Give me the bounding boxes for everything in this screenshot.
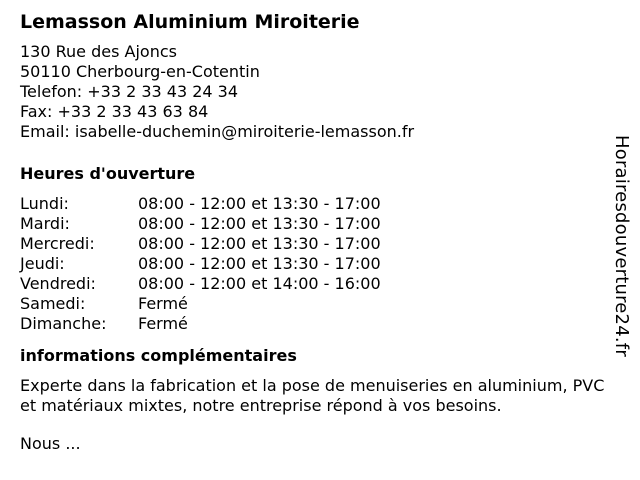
hours-table <box>20 194 610 334</box>
street-address: 130 Rue des Ajoncs <box>20 42 177 61</box>
hours-row-lundi <box>20 194 610 214</box>
hours-time: Fermé <box>138 294 188 313</box>
address-block <box>20 42 610 142</box>
hours-day: Lundi: <box>20 194 69 213</box>
hours-time: 08:00 - 12:00 et 13:30 - 17:00 <box>138 234 381 253</box>
email-address: Email: isabelle-duchemin@miroiterie-lemasson.fr <box>20 122 415 141</box>
hours-row-dimanche <box>20 314 610 334</box>
hours-time: 08:00 - 12:00 et 14:00 - 16:00 <box>138 274 381 293</box>
business-card <box>20 10 610 454</box>
hours-heading: Heures d'ouverture <box>20 164 196 183</box>
business-name: Lemasson Aluminium Miroiterie <box>20 11 360 33</box>
site-watermark: Horairesdouverture24.fr <box>611 135 632 357</box>
fax-number: Fax: +33 2 33 43 63 84 <box>20 102 209 121</box>
info-heading: informations complémentaires <box>20 346 297 365</box>
hours-day: Mardi: <box>20 214 70 233</box>
hours-row-jeudi <box>20 254 610 274</box>
hours-day: Mercredi: <box>20 234 95 253</box>
description-paragraph: Experte dans la fabrication et la pose de menuiseries en aluminium, PVC et matériaux mixtes, notre entreprise répond à vos besoins. <box>20 376 605 415</box>
hours-day: Vendredi: <box>20 274 96 293</box>
hours-time: 08:00 - 12:00 et 13:30 - 17:00 <box>138 214 381 233</box>
description-truncated: Nous ... <box>20 434 81 453</box>
hours-time: 08:00 - 12:00 et 13:30 - 17:00 <box>138 254 381 273</box>
hours-day: Jeudi: <box>20 254 65 273</box>
hours-row-mardi <box>20 214 610 234</box>
hours-row-samedi <box>20 294 610 314</box>
hours-day: Samedi: <box>20 294 86 313</box>
hours-time: 08:00 - 12:00 et 13:30 - 17:00 <box>138 194 381 213</box>
city-address: 50110 Cherbourg-en-Cotentin <box>20 62 260 81</box>
hours-time: Fermé <box>138 314 188 333</box>
hours-row-vendredi <box>20 274 610 294</box>
hours-day: Dimanche: <box>20 314 107 333</box>
phone-number: Telefon: +33 2 33 43 24 34 <box>20 82 239 101</box>
hours-row-mercredi <box>20 234 610 254</box>
